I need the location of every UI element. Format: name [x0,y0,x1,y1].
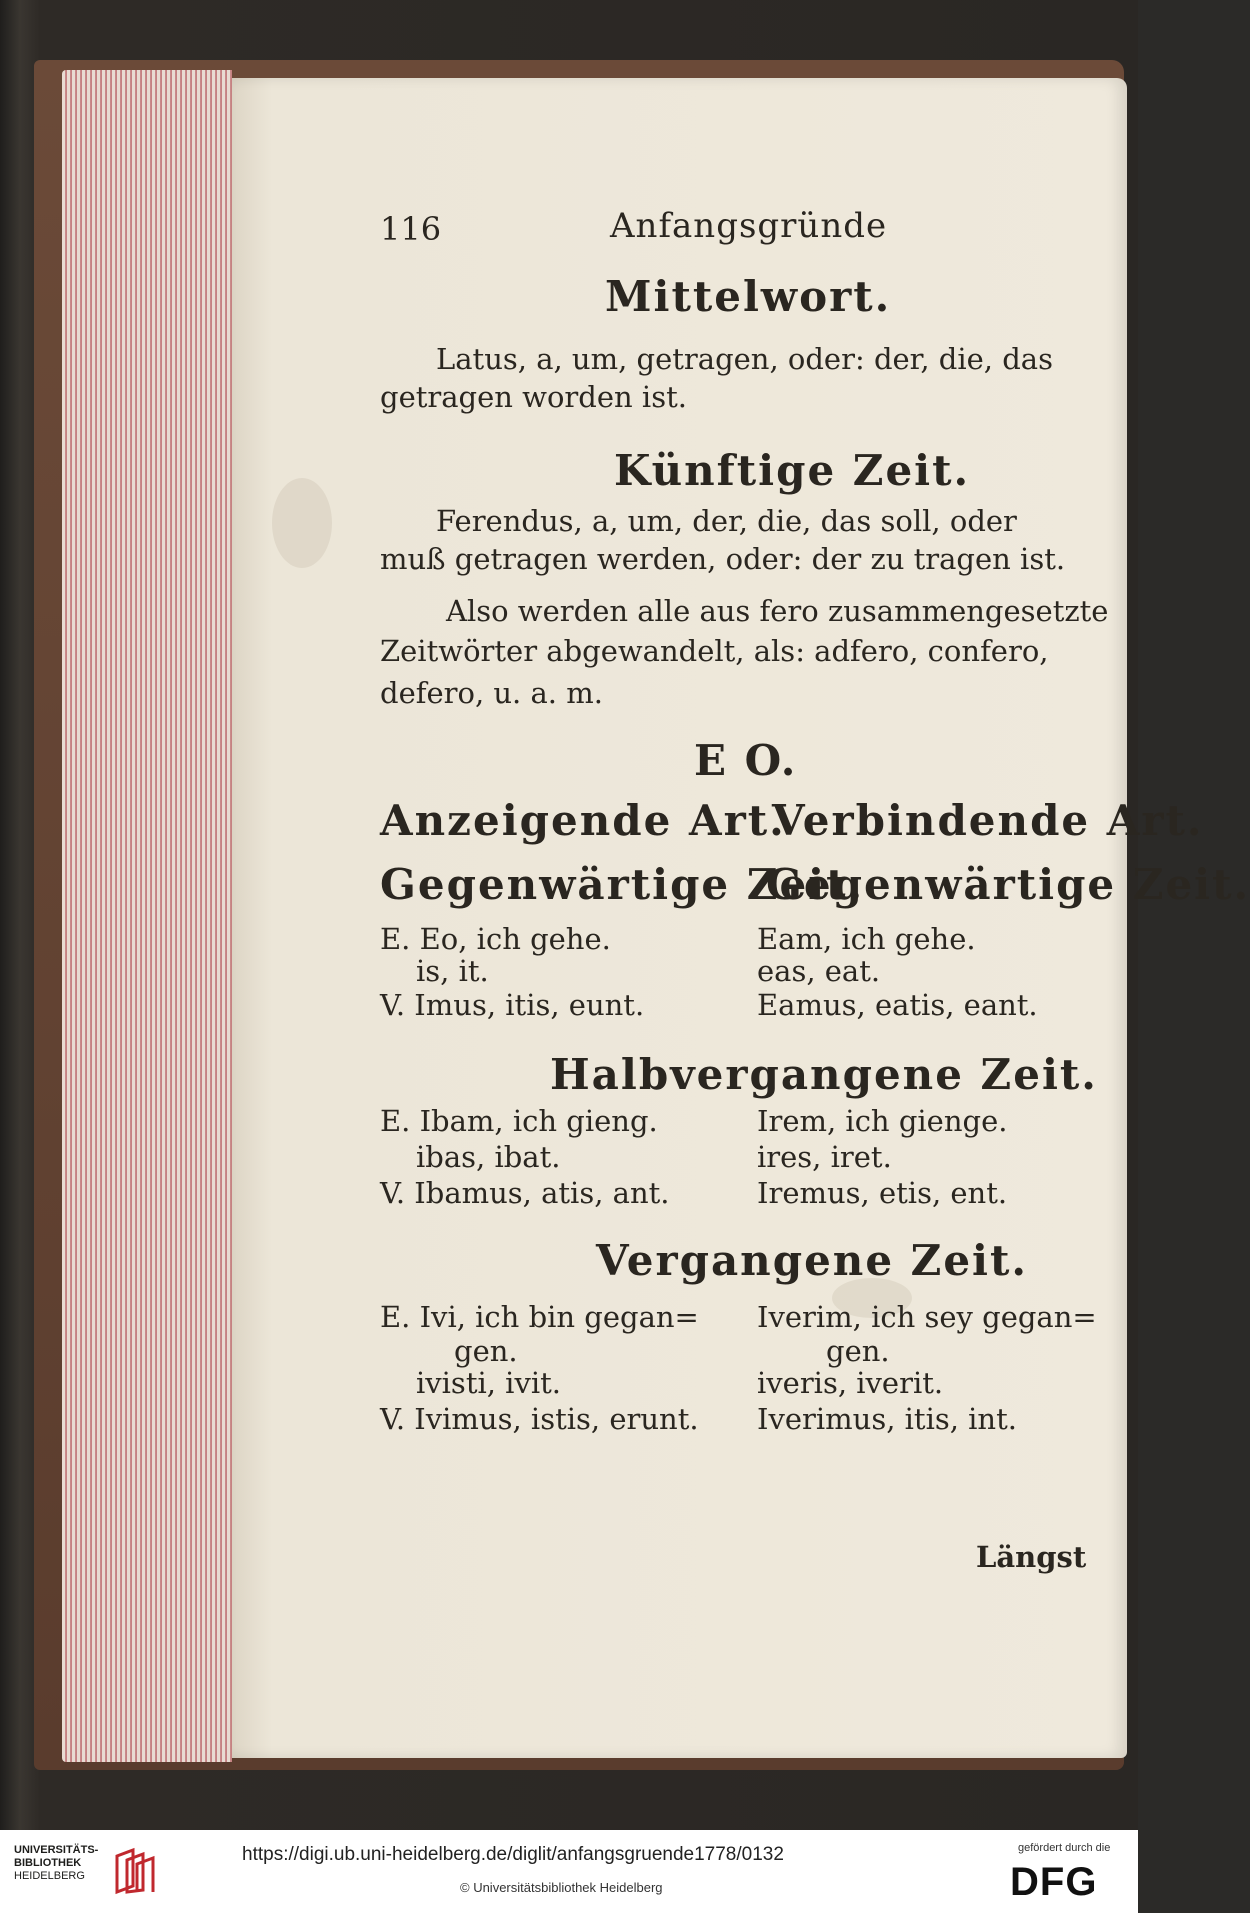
text-line-h4r: Verbindende Art. [772,796,1204,845]
text-line-r3l: V. Imus, itis, eunt. [380,988,645,1022]
text-line-h6: Halbvergangene Zeit. [550,1050,1098,1099]
copyright-text: © Universitätsbibliothek Heidelberg [460,1880,663,1895]
page-number: 116 [380,210,442,248]
paper-stain [272,478,332,568]
text-line-r5l: ibas, ibat. [416,1140,561,1174]
page-edges [62,70,232,1762]
viewer-footer [0,1830,1138,1913]
text-line-r6l: V. Ibamus, atis, ant. [380,1176,670,1210]
text-line-p1b: getragen worden ist. [380,380,687,414]
text-line-r7r: Iverim, ich sey gegan= [757,1300,1097,1334]
text-line-h3: E O. [694,736,798,785]
text-line-r1r: Eam, ich gehe. [757,922,976,956]
text-line-h5l: Gegenwärtige Zeit. [380,860,865,909]
text-line-r5r: ires, iret. [757,1140,892,1174]
funding-note: gefördert durch die [1018,1842,1111,1854]
text-line-catch: Längst [976,1540,1087,1574]
text-line-r8r: gen. [826,1334,890,1368]
text-line-p3c: defero, u. a. m. [380,676,603,710]
text-line-r10r: Iverimus, itis, int. [757,1402,1017,1436]
text-line-h5r: Gegenwärtige Zeit. [766,860,1250,909]
book-page [232,78,1127,1758]
text-line-p2b: muß getragen werden, oder: der zu tragen ist. [380,542,1066,576]
text-line-r4l: E. Ibam, ich gieng. [380,1104,658,1138]
text-line-r4r: Irem, ich gienge. [757,1104,1008,1138]
text-line-r2r: eas, eat. [757,954,881,988]
text-line-r6r: Iremus, etis, ent. [757,1176,1008,1210]
running-head: Anfangsgründe [610,206,888,246]
text-line-p1a: Latus, a, um, getragen, oder: der, die, das [436,342,1053,376]
text-line-h7: Vergangene Zeit. [596,1236,1029,1285]
text-line-r8l: gen. [454,1334,518,1368]
page-url-link[interactable]: https://digi.ub.uni-heidelberg.de/diglit/anfangsgruende1778/0132 [242,1844,784,1865]
text-line-r1l: E. Eo, ich gehe. [380,922,611,956]
library-logo-icon [113,1846,157,1896]
library-name-1: UNIVERSITÄTS- [14,1844,99,1856]
library-logo-text [14,1844,98,1883]
text-line-h1: Mittelwort. [605,272,892,321]
text-line-h2: Künftige Zeit. [614,446,971,495]
text-line-r9l: ivisti, ivit. [416,1366,561,1400]
text-line-r7l: E. Ivi, ich bin gegan= [380,1300,699,1334]
text-line-p3a: Also werden alle aus fero zusammengesetzte [446,594,1109,628]
library-name-2: BIBLIOTHEK [14,1857,82,1869]
text-line-h4l: Anzeigende Art. [380,796,786,845]
text-line-r2l: is, it. [416,954,489,988]
library-name-3: HEIDELBERG [14,1870,85,1882]
dfg-logo: DFG [1010,1860,1098,1904]
text-line-p3b: Zeitwörter abgewandelt, als: adfero, confero, [380,634,1049,668]
text-line-r3r: Eamus, eatis, eant. [757,988,1038,1022]
text-line-r10l: V. Ivimus, istis, erunt. [380,1402,699,1436]
text-line-r9r: iveris, iverit. [757,1366,944,1400]
text-line-p2a: Ferendus, a, um, der, die, das soll, oder [436,504,1017,538]
